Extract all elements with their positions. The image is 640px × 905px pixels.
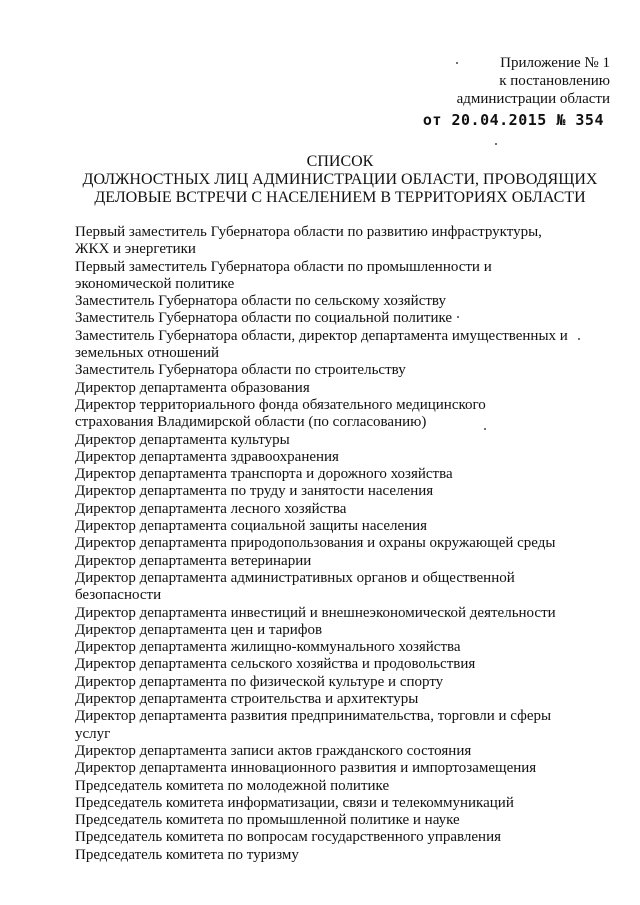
- list-line: Председатель комитета информатизации, связи и телекоммуникаций: [75, 794, 514, 811]
- list-line: Директор департамента административных органов и общественной: [75, 569, 515, 586]
- list-line: Председатель комитета по молодежной политике: [75, 777, 390, 794]
- list-line: Заместитель Губернатора области по строительству: [75, 362, 406, 379]
- list-line: Председатель комитета по туризму: [75, 846, 299, 863]
- list-line: Директор департамента культуры: [75, 431, 290, 448]
- list-line: Директор департамента по физической культуре и спорту: [75, 673, 444, 690]
- list-line: Директор департамента ветеринарии: [75, 552, 312, 569]
- scan-speck: [495, 143, 497, 145]
- date-number-stamp: от 20.04.2015 № 354: [422, 111, 604, 129]
- list-line: Директор департамента строительства и архитектуры: [75, 691, 419, 708]
- appendix-header: [457, 54, 610, 108]
- list-line: Директор департамента социальной защиты населения: [75, 518, 428, 535]
- title-line-2: ДОЛЖНОСТНЫХ ЛИЦ АДМИНИСТРАЦИИ ОБЛАСТИ, ПРОВОДЯЩИХ: [82, 171, 598, 188]
- list-line: Заместитель Губернатора области по сельскому хозяйству: [75, 293, 446, 310]
- list-line: Директор департамента сельского хозяйства и продовольствия: [75, 656, 476, 673]
- list-line: Директор департамента лесного хозяйства: [75, 500, 347, 517]
- scan-speck: [578, 338, 580, 340]
- list-line: услуг: [75, 725, 111, 742]
- title-line-3: ДЕЛОВЫЕ ВСТРЕЧИ С НАСЕЛЕНИЕМ В ТЕРРИТОРИЯХ ОБЛАСТИ: [94, 189, 586, 206]
- list-line: Председатель комитета по вопросам государственного управления: [75, 829, 502, 846]
- title-line-1: СПИСОК: [306, 153, 374, 170]
- list-line: Директор территориального фонда обязательного медицинского: [75, 396, 486, 413]
- list-line: экономической политике: [75, 275, 235, 292]
- list-line: Директор департамента инвестиций и внешнеэкономической деятельности: [75, 604, 556, 621]
- list-line: Директор департамента по труду и занятости населения: [75, 483, 434, 500]
- list-line: Директор департамента природопользования и охраны окружающей среды: [75, 535, 556, 552]
- list-line: Директор департамента транспорта и дорожного хозяйства: [75, 466, 453, 483]
- list-line: Директор департамента образования: [75, 379, 310, 396]
- list-line: страхования Владимирской области (по согласованию): [75, 414, 427, 431]
- appendix-number: Приложение № 1: [500, 55, 610, 71]
- scan-speck: [484, 428, 486, 430]
- list-line: Заместитель Губернатора области, директор департамента имущественных и: [75, 327, 568, 344]
- document-title: [60, 153, 620, 207]
- list-line: Директор департамента развития предпринимательства, торговли и сферы: [75, 708, 552, 725]
- list-line: безопасности: [75, 587, 162, 604]
- list-line: Директор департамента инновационного развития и импортозамещения: [75, 760, 537, 777]
- list-line: Директор департамента жилищно-коммунального хозяйства: [75, 639, 461, 656]
- list-line: Заместитель Губернатора области по социальной политике: [75, 310, 453, 327]
- scan-speck: [456, 62, 458, 64]
- list-line: Первый заместитель Губернатора области по промышленности и: [75, 258, 492, 275]
- list-line: земельных отношений: [75, 345, 220, 362]
- list-line: Директор департамента записи актов гражданского состояния: [75, 742, 472, 759]
- list-line: Первый заместитель Губернатора области по развитию инфраструктуры,: [75, 224, 542, 240]
- appendix-authority: администрации области: [456, 91, 610, 107]
- officials-list: [75, 224, 595, 864]
- list-line: Председатель комитета по промышленной политике и науке: [75, 812, 460, 829]
- list-line: ЖКХ и энергетики: [75, 241, 196, 258]
- list-line: Директор департамента здравоохранения: [75, 448, 339, 465]
- appendix-reference: к постановлению: [499, 73, 610, 89]
- list-line: Директор департамента цен и тарифов: [75, 621, 323, 638]
- scan-speck: [457, 316, 459, 318]
